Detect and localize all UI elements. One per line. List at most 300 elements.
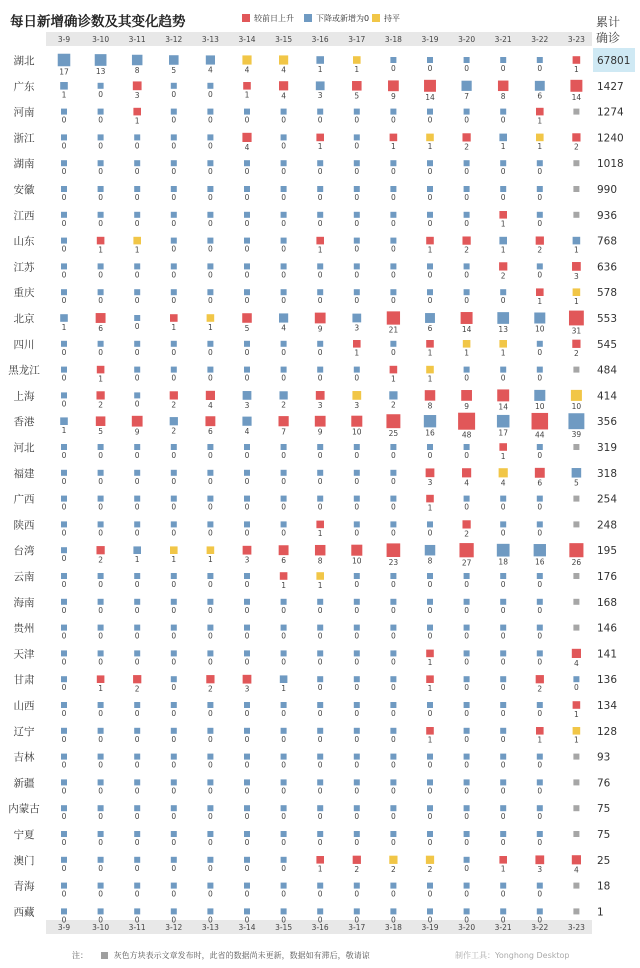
province-label: 陕西 <box>13 519 35 532</box>
cell-square <box>279 545 289 555</box>
cell-value-label: 2 <box>171 426 177 436</box>
cell-square <box>61 857 67 863</box>
cell-square <box>133 237 141 245</box>
date-footer-label: 3-16 <box>311 923 329 932</box>
cell-square <box>171 263 177 269</box>
cell-value-label: 0 <box>244 167 250 177</box>
cell-square <box>244 212 250 218</box>
cell-square <box>390 289 396 295</box>
cell-square <box>243 391 252 400</box>
cell-square <box>279 55 288 64</box>
cell-square <box>425 390 435 400</box>
cell-square <box>281 779 287 785</box>
cell-square <box>573 676 579 682</box>
cell-value-label: 0 <box>281 812 286 822</box>
cell-square <box>458 413 475 430</box>
cell-value-label: 0 <box>61 296 67 306</box>
cell-square <box>532 413 549 430</box>
cell-square <box>61 109 67 115</box>
province-label: 西藏 <box>13 906 35 919</box>
cell-square <box>244 702 250 708</box>
cell-value-label: 0 <box>354 915 360 925</box>
cell-value-label: 0 <box>98 631 103 641</box>
province-total: 168 <box>597 596 618 609</box>
cell-value-label: 8 <box>427 401 433 411</box>
cell-square <box>316 521 324 529</box>
cell-square <box>98 625 104 631</box>
cell-value-label: 1 <box>574 709 579 719</box>
cell-square <box>171 134 177 140</box>
province-total: 936 <box>597 209 618 222</box>
cell-square <box>315 545 325 555</box>
cell-value-label: 1 <box>500 451 506 461</box>
cell-square <box>171 650 177 656</box>
cell-square <box>207 212 213 218</box>
cell-square <box>537 754 543 760</box>
cell-square <box>171 573 177 579</box>
cell-square <box>98 160 104 166</box>
cell-square <box>170 417 178 425</box>
cell-value-label: 0 <box>537 657 543 667</box>
cell-square <box>537 341 543 347</box>
province-label: 澳门 <box>13 854 35 867</box>
cell-value-label: 0 <box>171 296 177 306</box>
cell-square <box>244 160 250 166</box>
cell-value-label: 0 <box>171 528 177 538</box>
cell-square <box>354 186 360 192</box>
date-footer-label: 3-21 <box>494 923 512 932</box>
cell-square <box>171 805 177 811</box>
cell-square <box>390 650 396 656</box>
cell-square <box>207 908 213 914</box>
cell-value-label: 0 <box>391 889 396 899</box>
cell-square <box>537 831 543 837</box>
date-header-label: 3-15 <box>275 35 293 44</box>
cell-value-label: 0 <box>317 167 323 177</box>
cell-square <box>281 521 287 527</box>
cell-value-label: 2 <box>464 142 469 152</box>
cell-square <box>354 238 360 244</box>
cell-value-label: 0 <box>281 915 286 925</box>
province-total: 636 <box>597 261 618 274</box>
cell-value-label: 0 <box>317 709 323 718</box>
cell-square <box>537 779 543 785</box>
cell-value-label: 0 <box>537 838 543 847</box>
cell-square <box>537 650 543 656</box>
cell-value-label: 3 <box>244 400 250 410</box>
cell-value-label: 0 <box>317 193 323 202</box>
cell-value-label: 0 <box>244 218 250 228</box>
province-label: 四川 <box>13 338 35 351</box>
cell-square <box>244 341 250 347</box>
cell-square <box>278 416 288 426</box>
cell-square <box>134 341 140 347</box>
cell-value-label: 2 <box>500 271 506 281</box>
cell-square <box>171 754 177 760</box>
cell-value-label: 1 <box>98 374 103 384</box>
cell-square <box>244 186 250 192</box>
cell-value-label: 0 <box>244 193 250 202</box>
cell-value-label: 1 <box>500 142 506 152</box>
cell-square <box>317 883 323 889</box>
cell-square <box>464 779 470 785</box>
cell-value-label: 0 <box>464 296 469 306</box>
province-label: 河南 <box>13 106 35 119</box>
cell-square <box>354 805 360 811</box>
cell-value-label: 0 <box>171 683 177 693</box>
cell-value-label: 0 <box>171 915 177 925</box>
cell-value-label: 0 <box>281 786 286 796</box>
cell-value-label: 0 <box>537 915 543 925</box>
cell-square <box>427 289 433 295</box>
no-data-square <box>573 779 579 785</box>
cell-value-label: 0 <box>464 451 469 460</box>
cell-value-label: 3 <box>244 555 250 565</box>
cell-square <box>354 289 360 295</box>
cell-value-label: 0 <box>134 502 140 512</box>
cell-square <box>134 599 140 605</box>
cell-value-label: 0 <box>208 115 213 125</box>
cell-value-label: 0 <box>244 605 250 615</box>
cell-value-label: 2 <box>171 400 177 410</box>
province-label: 宁夏 <box>13 829 35 841</box>
date-header-label: 3-13 <box>201 35 219 44</box>
cell-value-label: 6 <box>427 323 433 333</box>
cell-square <box>464 212 470 218</box>
cell-square <box>207 625 213 631</box>
cell-square <box>426 134 434 142</box>
date-header-label: 3-12 <box>165 35 183 44</box>
cell-value-label: 0 <box>500 167 506 177</box>
cell-value-label: 0 <box>281 863 286 873</box>
cell-value-label: 0 <box>134 167 140 177</box>
cell-square <box>132 55 142 65</box>
cell-square <box>207 367 213 373</box>
cell-square <box>500 109 506 115</box>
cell-square <box>573 237 581 245</box>
cell-value-label: 0 <box>171 812 177 822</box>
cell-square <box>244 238 250 244</box>
cell-square <box>134 831 140 837</box>
cell-value-label: 0 <box>500 528 506 538</box>
province-total: 67801 <box>597 55 631 67</box>
cell-value-label: 0 <box>171 244 177 254</box>
cell-square <box>571 390 582 401</box>
cell-square <box>500 57 506 63</box>
date-footer-label: 3-14 <box>238 923 256 932</box>
province-label: 甘肃 <box>13 674 35 687</box>
cell-value-label: 0 <box>171 167 177 177</box>
cell-value-label: 0 <box>98 296 103 306</box>
cell-square <box>537 573 543 579</box>
cell-value-label: 0 <box>427 451 433 460</box>
cell-value-label: 16 <box>535 557 545 567</box>
footer-note-prefix: 注： <box>72 951 88 960</box>
cell-square <box>96 313 106 323</box>
cell-square <box>61 186 67 192</box>
cell-value-label: 2 <box>464 245 469 255</box>
cell-value-label: 4 <box>244 65 250 75</box>
cell-square <box>427 186 433 192</box>
cell-square <box>244 289 250 295</box>
cell-value-label: 0 <box>98 786 103 796</box>
cell-value-label: 0 <box>537 270 543 280</box>
cell-value-label: 0 <box>98 347 103 357</box>
cell-value-label: 23 <box>388 558 399 568</box>
cell-square <box>573 701 581 709</box>
cell-value-label: 1 <box>98 245 103 255</box>
cell-square <box>281 754 287 760</box>
cell-value-label: 0 <box>98 580 103 589</box>
cell-square <box>427 599 433 605</box>
cell-square <box>497 415 510 428</box>
cell-square <box>427 160 433 166</box>
no-data-square <box>573 908 579 914</box>
cell-value-label: 0 <box>134 734 140 744</box>
cell-square <box>171 625 177 631</box>
date-header-label: 3-21 <box>494 35 512 44</box>
province-label: 安徽 <box>13 184 35 196</box>
legend-label-up: 较前日上升 <box>254 13 294 23</box>
cell-value-label: 1 <box>134 245 140 255</box>
cell-square <box>243 546 252 555</box>
cell-value-label: 0 <box>391 734 396 744</box>
cell-square <box>207 134 213 140</box>
cell-value-label: 5 <box>574 478 579 488</box>
cell-square <box>537 625 543 631</box>
cell-value-label: 4 <box>244 426 250 436</box>
cell-square <box>281 805 287 811</box>
cell-square <box>568 413 584 429</box>
cell-square <box>427 109 433 115</box>
date-footer-label: 3-10 <box>92 923 110 932</box>
cell-value-label: 0 <box>98 657 103 667</box>
province-label: 上海 <box>13 390 35 403</box>
cell-value-label: 0 <box>464 193 469 202</box>
cell-square <box>536 236 544 244</box>
cell-square <box>537 444 543 450</box>
cell-value-label: 0 <box>464 502 469 512</box>
province-total: 75 <box>597 803 611 816</box>
date-footer-label: 3-9 <box>57 923 71 932</box>
cell-square <box>317 831 323 837</box>
cell-square <box>386 414 400 428</box>
cell-value-label: 0 <box>464 683 469 693</box>
cell-square <box>171 238 177 244</box>
date-footer-label: 3-18 <box>384 923 402 932</box>
cell-square <box>205 416 215 426</box>
cell-value-label: 0 <box>391 683 396 693</box>
no-data-square <box>573 109 579 115</box>
cell-value-label: 0 <box>537 64 543 73</box>
cell-value-label: 0 <box>98 218 103 228</box>
cell-square <box>499 856 507 864</box>
cell-value-label: 0 <box>354 115 360 125</box>
cell-square <box>281 444 287 450</box>
cell-value-label: 0 <box>281 167 286 177</box>
cell-square <box>58 54 71 67</box>
cell-value-label: 0 <box>98 141 103 151</box>
cell-square <box>242 313 252 323</box>
cell-value-label: 0 <box>427 167 433 177</box>
cell-value-label: 0 <box>281 451 286 460</box>
date-header-label: 3-20 <box>458 35 476 44</box>
cell-square <box>134 702 140 708</box>
cell-square <box>390 573 396 579</box>
cell-square <box>281 238 287 244</box>
cell-value-label: 0 <box>171 270 177 280</box>
cell-value-label: 0 <box>208 476 213 486</box>
cell-value-label: 0 <box>464 64 469 73</box>
cell-value-label: 0 <box>317 451 323 460</box>
cell-value-label: 1 <box>574 64 579 74</box>
cell-value-label: 0 <box>500 580 506 589</box>
cell-value-label: 0 <box>208 838 213 847</box>
cell-square <box>61 238 67 244</box>
cell-value-label: 0 <box>464 734 469 744</box>
province-label: 云南 <box>13 571 35 583</box>
cell-square <box>281 908 287 914</box>
cell-square <box>61 702 67 708</box>
cell-square <box>536 108 544 116</box>
cell-value-label: 0 <box>244 296 250 306</box>
cell-value-label: 0 <box>134 451 140 460</box>
cell-value-label: 1 <box>427 735 433 745</box>
cell-square <box>61 134 67 140</box>
cell-value-label: 0 <box>500 296 506 306</box>
cell-value-label: 0 <box>208 347 213 357</box>
province-total: 18 <box>597 880 611 893</box>
cell-value-label: 1 <box>354 64 360 74</box>
cell-value-label: 0 <box>500 915 506 925</box>
cell-square <box>573 288 581 296</box>
total-header-line1: 累计 <box>596 15 621 29</box>
cell-square <box>499 237 507 245</box>
cell-value-label: 1 <box>500 864 506 874</box>
cell-value-label: 0 <box>500 115 506 125</box>
cell-value-label: 0 <box>281 734 286 744</box>
cell-square <box>244 367 250 373</box>
cell-square <box>572 468 582 478</box>
cell-square <box>171 857 177 863</box>
cell-square <box>207 521 213 527</box>
cell-square <box>390 702 396 708</box>
cell-value-label: 0 <box>98 193 103 202</box>
cell-square <box>387 311 400 324</box>
cell-value-label: 0 <box>208 605 213 615</box>
cell-square <box>317 341 323 347</box>
cell-value-label: 0 <box>61 812 67 822</box>
cell-square <box>572 855 581 864</box>
cell-value-label: 0 <box>354 709 360 718</box>
cell-value-label: 0 <box>281 373 286 383</box>
cell-square <box>60 82 68 90</box>
cell-value-label: 0 <box>171 786 177 796</box>
cell-value-label: 0 <box>391 760 396 770</box>
cell-square <box>462 133 470 141</box>
cell-value-label: 0 <box>171 141 177 151</box>
footer-note-text: 灰色方块表示文章发布时，此省的数据尚未更新，数据如有滞后，敬请谅 <box>113 951 370 960</box>
cell-value-label: 1 <box>354 348 360 358</box>
cell-square <box>316 856 324 864</box>
cell-value-label: 0 <box>354 502 360 512</box>
cell-square <box>244 109 250 115</box>
cell-value-label: 0 <box>354 605 360 615</box>
cell-square <box>207 470 213 476</box>
cell-value-label: 0 <box>134 528 140 538</box>
cell-square <box>61 341 67 347</box>
cell-value-label: 0 <box>391 451 396 460</box>
cell-square <box>351 545 362 556</box>
cell-value-label: 9 <box>317 324 323 334</box>
cell-square <box>281 212 287 218</box>
province-total: 553 <box>597 313 618 325</box>
cell-square <box>572 340 580 348</box>
cell-square <box>573 727 581 735</box>
cell-square <box>281 470 287 476</box>
cell-square <box>207 238 213 244</box>
cell-square <box>353 340 361 348</box>
cell-square <box>464 573 470 579</box>
cell-square <box>426 650 434 658</box>
province-label: 福建 <box>13 467 35 480</box>
cell-square <box>98 470 104 476</box>
cell-value-label: 14 <box>461 324 472 334</box>
cell-square <box>61 367 67 373</box>
cell-square <box>171 289 177 295</box>
cell-value-label: 1 <box>500 219 506 229</box>
cell-value-label: 0 <box>391 838 396 847</box>
cell-square <box>317 496 323 502</box>
province-total: 990 <box>597 184 618 196</box>
cell-square <box>98 109 104 115</box>
province-label: 湖南 <box>13 158 35 171</box>
cell-square <box>572 262 581 271</box>
cell-value-label: 1 <box>537 142 543 152</box>
cell-value-label: 5 <box>98 426 103 436</box>
cell-square <box>537 702 543 708</box>
cell-value-label: 0 <box>281 296 286 306</box>
cell-value-label: 0 <box>61 683 67 693</box>
cell-value-label: 44 <box>535 430 545 440</box>
cell-square <box>573 56 581 64</box>
date-footer-label: 3-23 <box>567 923 585 932</box>
cell-square <box>427 831 433 837</box>
cell-square <box>317 625 323 631</box>
cell-square <box>244 805 250 811</box>
cell-square <box>317 805 323 811</box>
cell-value-label: 0 <box>464 218 469 228</box>
cell-value-label: 0 <box>171 218 177 228</box>
cell-square <box>354 109 360 115</box>
cell-value-label: 0 <box>171 657 177 667</box>
province-label: 北京 <box>13 313 35 325</box>
cell-value-label: 0 <box>391 296 396 306</box>
cell-value-label: 2 <box>208 684 213 694</box>
cell-square <box>134 160 140 166</box>
cell-value-label: 1 <box>574 296 579 306</box>
cell-square <box>244 444 250 450</box>
cell-value-label: 0 <box>98 89 103 99</box>
cell-square <box>354 134 360 140</box>
cell-square <box>134 650 140 656</box>
cell-value-label: 0 <box>354 657 360 667</box>
cell-square <box>390 109 396 115</box>
cell-square <box>317 160 323 166</box>
cell-value-label: 0 <box>134 399 140 409</box>
cell-value-label: 4 <box>464 478 469 488</box>
province-label: 广东 <box>13 80 35 93</box>
